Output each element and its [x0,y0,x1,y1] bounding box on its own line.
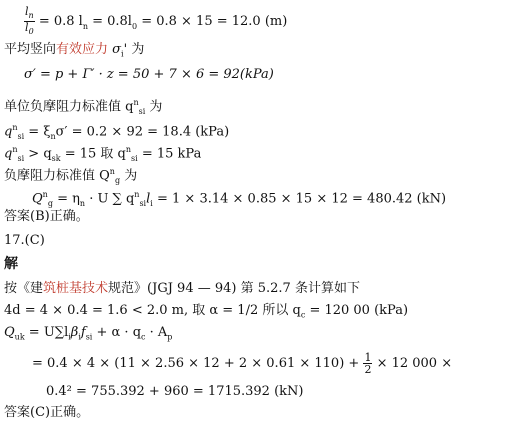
solution-heading: 解 [4,256,18,272]
formula-line-1: $\frac{l_n}{l_0}$ = 0.8 $l_n = 0.8l_0 = 0.8 \times 15 = 12.0$ (m) [25,5,288,37]
text-line-7: 负摩阻力标准值 $Q^n_g$ 为 [4,167,138,185]
question-number: 17.(C) [4,233,45,248]
text-line-12: 按《建筑桩基技术规范》(JGJ 94 — 94) 第 5.2.7 条计算如下 [4,281,360,296]
ratio-fraction: $\frac{l_n}{l_0}$ [25,5,34,37]
formula-line-6: $q^n_{si} > q_{sk} = 15$ 取 $q^n_{si} = 15$ kPa [4,145,202,163]
text-line-4: 单位负摩阻力标准值 $q^n_{si}$ 为 [4,98,163,116]
text-line-2: 平均竖向有效应力 $\sigma_i'$ 为 [4,42,145,59]
highlight-text: 有效应力 [56,42,109,57]
formula-line-5: $q^n_{si} = \xi_n\sigma' = 0.2 \times 92 = 18.4$ (kPa) [4,123,230,141]
formula-line-15: = 0.4 × 4 × (11 × 2.56 × 12 + 2 × 0.61 × 110) + $\frac{1}{2}$ × 12 000 × [32,351,453,376]
formula-line-3: σ′ = p + Γ′ · z = 50 + 7 × 6 = 92(kPa) [24,67,274,82]
formula-line-16: 0.4² = 755.392 + 960 = 1715.392 (kN) [46,384,304,399]
highlight-text: 筑桩基技术 [43,281,109,296]
formula-line-14: $Q_{uk} = U\sum l_i\beta_if_{si} + \alpha \cdot q_c \cdot A_p$ [4,325,173,342]
answer-b: 答案(B)正确。 [4,209,89,224]
half-fraction: $\frac{1}{2}$ [364,351,372,376]
formula-line-8: $Q^n_g = \eta_n \cdot U$ ∑ $q^n_{si}l_i = 1 \times 3.14 \times 0.85 \times 15 \times 12 = 480.42$ (kN) [32,190,447,208]
formula-line-13: 4d = 4 × 0.4 = 1.6 < 2.0 m, 取 α = 1/2 所以 $q_c = 120$ 00 (kPa) [4,303,409,320]
answer-c: 答案(C)正确。 [4,405,90,420]
